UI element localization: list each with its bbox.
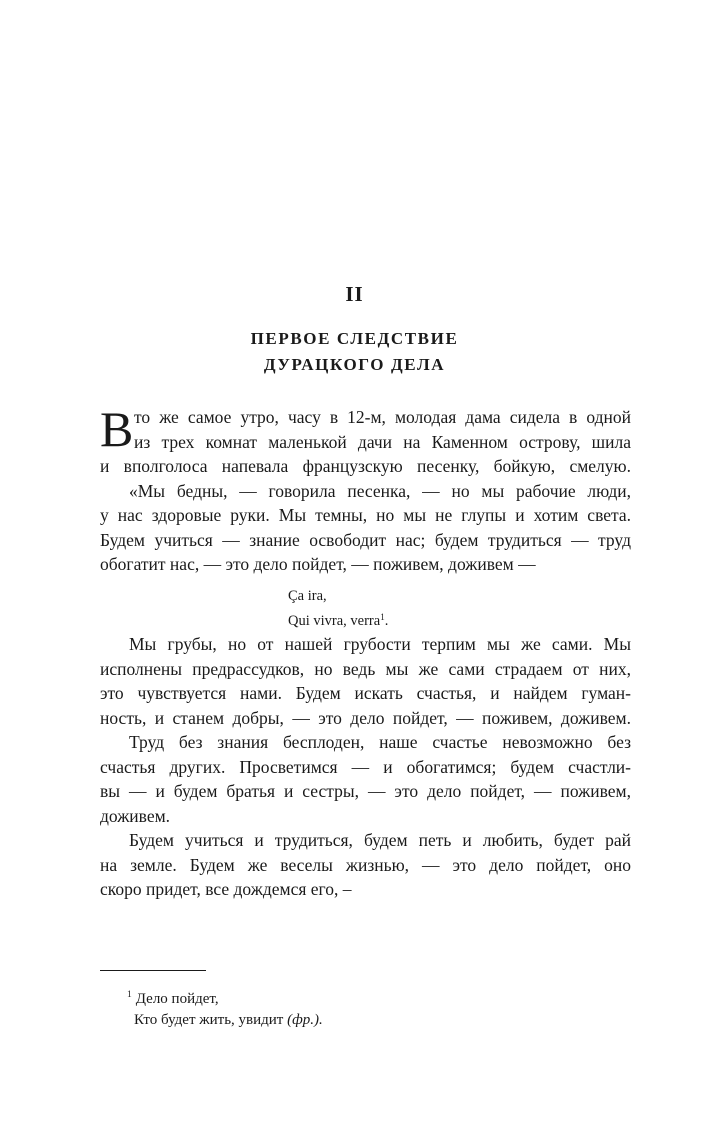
chapter-title — [0, 326, 709, 378]
paragraph-line: Будем учиться и трудиться, будем петь и любить, будет рай — [129, 830, 631, 850]
paragraph-line: вы — и будем братья и сестры, — это дело пойдет, — поживем, — [100, 781, 631, 801]
footnote — [127, 985, 323, 1031]
verse-line-2 — [288, 607, 388, 632]
chapter-title-line-2: ДУРАЦКОГО ДЕЛА — [263, 355, 446, 374]
paragraph-line: «Мы бедны, — говорила песенка, — но мы рабочие люди, — [129, 480, 631, 501]
footnote-line-1-text: Дело пойдет, — [135, 991, 219, 1007]
verse-line-2-end: . — [384, 613, 389, 629]
paragraph-line: и вполголоса напевала французскую песенку, бойкую, смелую. — [100, 456, 631, 476]
chapter-number: II — [345, 282, 364, 306]
paragraph-line: Мы грубы, но от нашей грубости терпим мы же сами. Мы — [129, 634, 631, 654]
verse-line-1: Ça ira, — [288, 588, 327, 604]
paragraph-line: это чувствуется нами. Будем искать счастья, и найдем гуман- — [100, 683, 631, 703]
footnote-marker: 1 — [127, 990, 132, 1000]
chapter-title-line-1: ПЕРВОЕ СЛЕДСТВИЕ — [250, 329, 459, 348]
paragraph-line: скоро придет, все дождемся его, – — [100, 879, 352, 899]
verse-line-2-text: Qui vivra, verra — [288, 613, 381, 629]
paragraph-line: на земле. Будем же веселы жизнью, — это дело пойдет, оно — [100, 854, 631, 875]
paragraph-line: доживем. — [100, 805, 171, 826]
paragraph-line: обогатит нас, — это дело пойдет, — поживем, доживем — — [100, 554, 536, 574]
paragraph-line-text: то же самое утро, часу в 12-м, молодая дама сидела в одной — [134, 407, 631, 427]
body-paragraph-block-2 — [100, 632, 631, 902]
paragraph-line: Труд без знания бесплоден, наше счастье невозможно без — [129, 732, 631, 752]
footnote-divider — [100, 970, 206, 971]
paragraph-line: счастья других. Просветимся — и обогатимся; будем счастли- — [100, 756, 631, 777]
footnote-reference[interactable]: 1 — [380, 612, 385, 622]
paragraph-line: Будем учиться — знание освободит нас; будем трудиться — труд — [100, 529, 631, 550]
body-paragraph-block-1 — [100, 401, 631, 577]
drop-cap: В — [100, 401, 134, 457]
verse-quote — [288, 586, 388, 632]
paragraph-line: у нас здоровые руки. Мы темны, но мы не глупы и хотим света. — [100, 505, 631, 525]
footnote-language-note: (фр.). — [287, 1012, 323, 1028]
footnote-line-1 — [127, 985, 323, 1010]
paragraph-line: исполнены предрассудков, но ведь мы же сами страдаем от них, — [100, 658, 631, 679]
paragraph-line: ность, и станем добры, — это дело пойдет, — поживем, доживем. — [100, 707, 631, 728]
paragraph-line: из трех комнат маленькой дачи на Каменном острову, шила — [134, 431, 631, 452]
footnote-line-2 — [127, 1010, 323, 1031]
footnote-line-2-text: Кто будет жить, увидит — [134, 1012, 288, 1028]
